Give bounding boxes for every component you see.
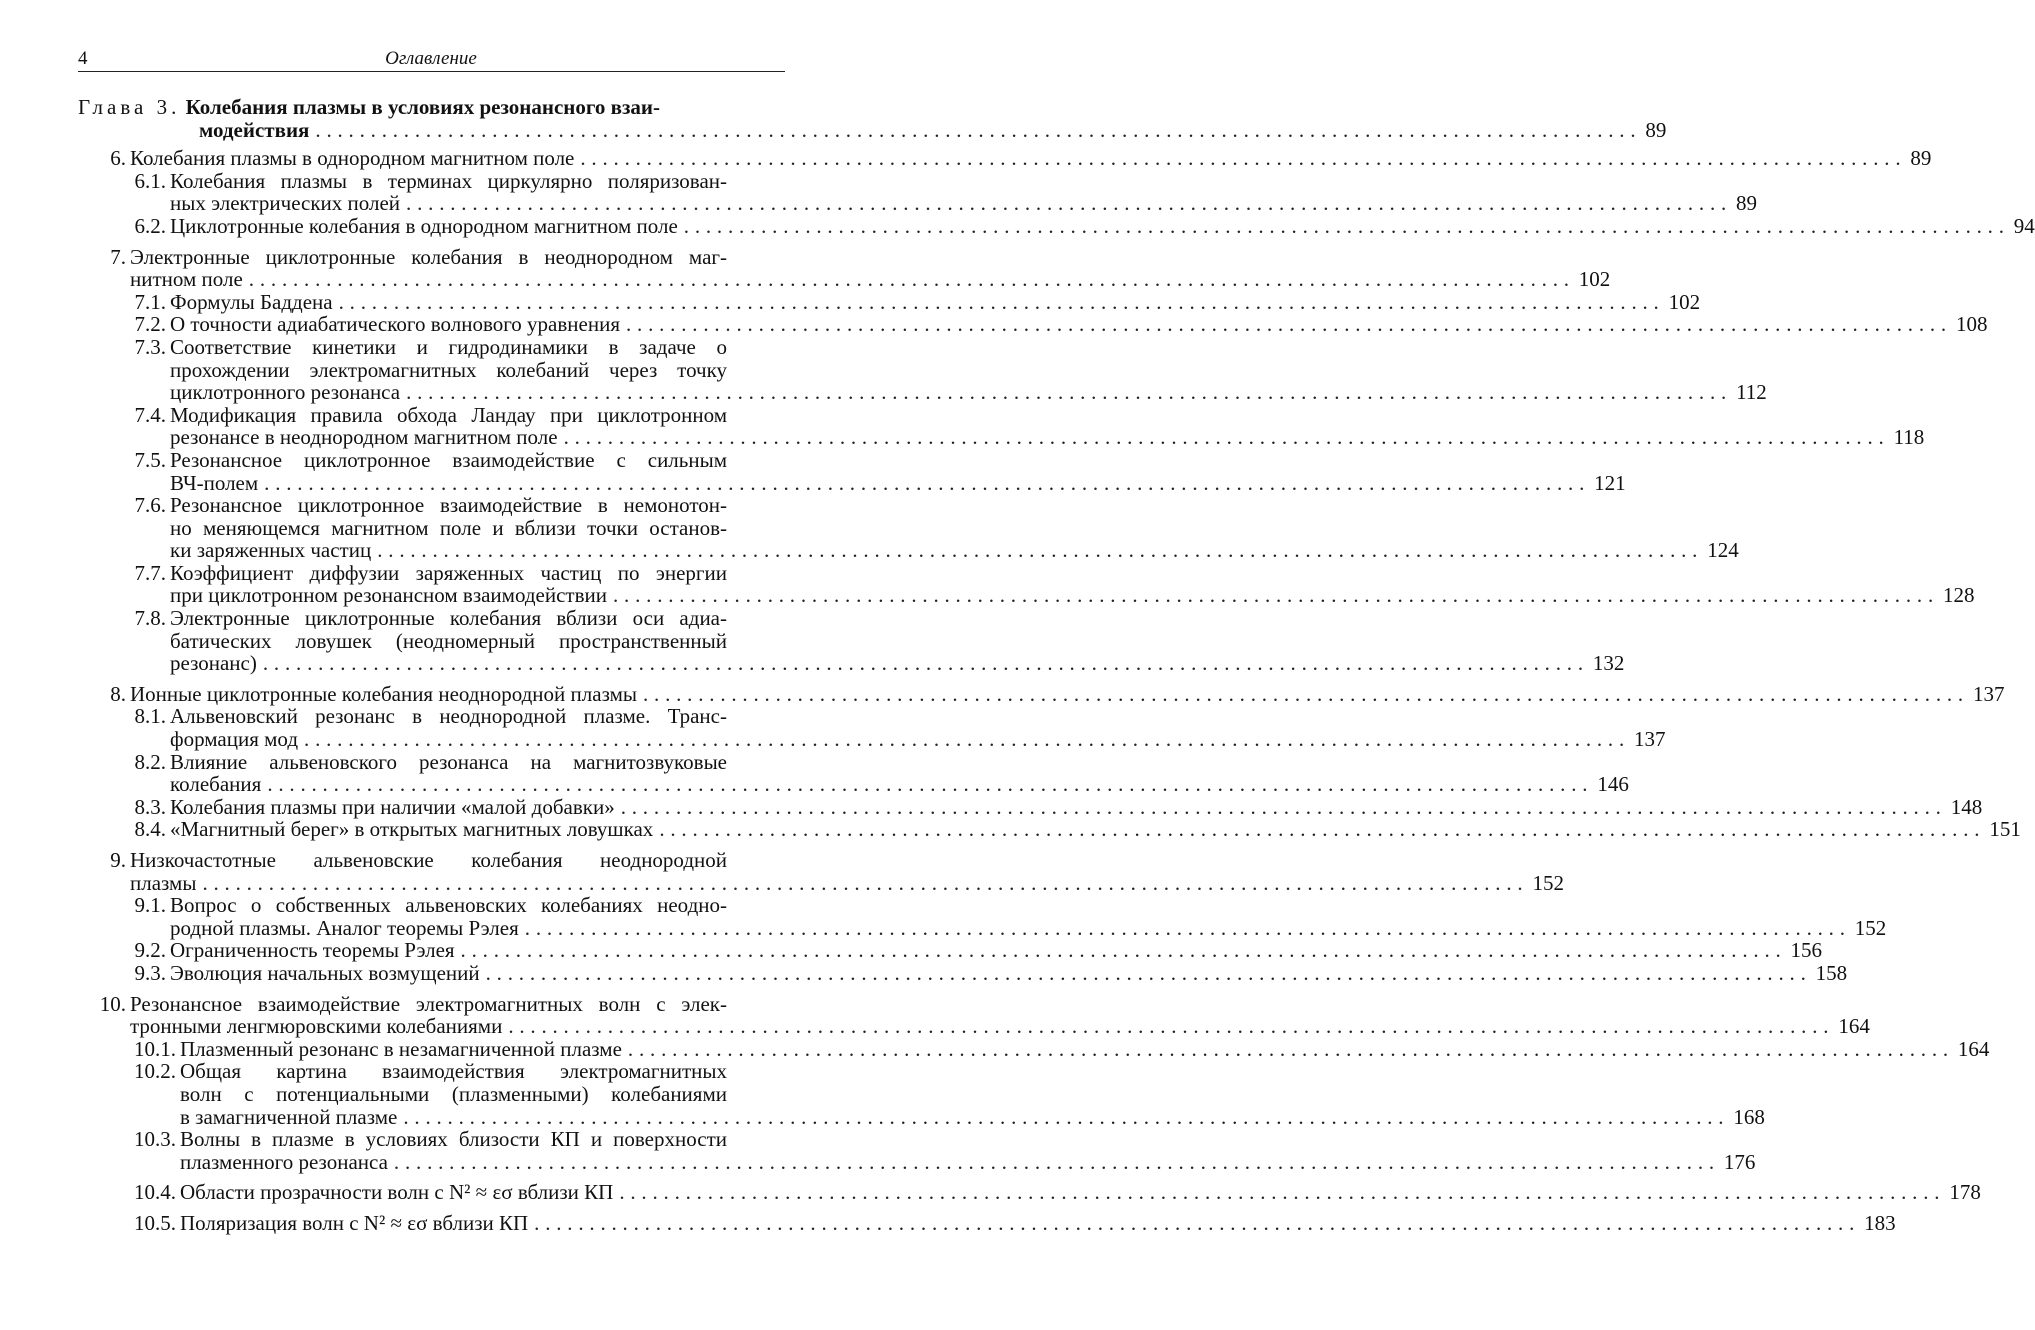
- entry-number: 7.2.: [134, 312, 166, 337]
- entry-text-line: Низкочастотные альвеновские колебания неоднородной: [130, 848, 727, 872]
- toc-entry: [78, 848, 1564, 895]
- entry-text-line: Общая картина взаимодействия электромагнитных: [180, 1059, 727, 1084]
- entry-last-line: [170, 213, 2035, 238]
- entry-number: 9.2.: [134, 938, 166, 963]
- leader-dots: ........................................................................................................................: [508, 1014, 1835, 1039]
- entry-text-line: Колебания плазмы в терминах циркулярно поляризован-: [170, 168, 727, 193]
- leader-dots: ........................................................................................................................: [338, 289, 1665, 314]
- entry-number: 7.4.: [134, 402, 166, 427]
- entry-page: 178: [1949, 1180, 1981, 1205]
- leader-dots: ........................................................................................................................: [315, 117, 1642, 142]
- entry-title: Плазменный резонанс в незамагниченной плазме: [180, 1036, 622, 1061]
- leader-dots: ........................................................................................................................: [264, 470, 1591, 495]
- chapter-title-line: Колебания плазмы в условиях резонансного взаи-: [185, 95, 661, 119]
- entry-number: 6.: [110, 146, 126, 171]
- entry-last-line: [170, 727, 1666, 752]
- entry-title: О точности адиабатического волнового уравнения: [170, 312, 620, 337]
- entry-title: Эволюция начальных возмущений: [170, 960, 480, 985]
- entry-title: «Магнитный берег» в открытых магнитных ловушках: [170, 817, 654, 842]
- entry-last-line: [130, 681, 2005, 706]
- toc-entry: [78, 312, 1988, 337]
- toc-entry: [78, 991, 1870, 1039]
- entry-page: 137: [1972, 681, 2005, 706]
- chapter-page: 89: [1645, 117, 1667, 142]
- toc-entry: [78, 893, 1887, 940]
- entry-title: Колебания плазмы в однородном магнитном поле: [130, 146, 575, 171]
- entry-title: Формулы Баддена: [170, 289, 333, 314]
- entry-text-line: Модификация правила обхода Ландау при циклотронном: [170, 402, 727, 427]
- entry-page: 156: [1790, 938, 1823, 963]
- leader-dots: ........................................................................................................................: [642, 681, 1969, 706]
- entry-number: 10.: [99, 991, 126, 1016]
- toc-entry: [78, 704, 1666, 752]
- entry-last-line: [130, 1014, 1870, 1039]
- entry-page: 121: [1594, 470, 1626, 495]
- entry-page: 102: [1668, 289, 1701, 314]
- entry-number: 9.: [110, 848, 126, 872]
- entry-text-line: Соответствие кинетики и гидродинамики в задаче о: [170, 334, 727, 359]
- entry-last-line: [130, 267, 1611, 292]
- toc-entry: [78, 606, 1625, 676]
- leader-dots: ........................................................................................................................: [485, 960, 1812, 985]
- leader-dots: ........................................................................................................................: [403, 1104, 1730, 1129]
- entry-text-line: Вопрос о собственных альвеновских колебаниях неодно-: [170, 893, 727, 918]
- entry-page: 89: [1910, 146, 1932, 171]
- leader-dots: ........................................................................................................................: [406, 380, 1733, 405]
- toc-entry: [78, 334, 1767, 405]
- entry-title: родной плазмы. Аналог теоремы Рэлея: [170, 915, 519, 940]
- entry-title: ных электрических полей: [170, 191, 401, 216]
- entry-title: плазменного резонанса: [180, 1149, 388, 1174]
- entry-title: Ионные циклотронные колебания неоднородной плазмы: [130, 681, 637, 706]
- table-of-contents: [78, 95, 2035, 1235]
- leader-dots: ........................................................................................................................: [580, 146, 1907, 171]
- toc-entry: [78, 146, 1932, 171]
- leader-dots: ........................................................................................................................: [267, 772, 1594, 797]
- entry-title: резонансе в неоднородном магнитном поле: [170, 425, 558, 450]
- entry-number: 6.2.: [134, 213, 166, 238]
- entry-last-line: [180, 1180, 1981, 1205]
- entry-page: 124: [1707, 538, 1739, 563]
- toc-entry: [78, 1210, 1896, 1235]
- entry-page: 158: [1815, 960, 1848, 985]
- entry-number: 8.1.: [134, 704, 166, 729]
- entry-last-line: [170, 312, 1988, 337]
- entry-number: 7.1.: [134, 289, 166, 314]
- entry-title: Ограниченность теоремы Рэлея: [170, 938, 455, 963]
- leader-dots: ........................................................................................................................: [625, 312, 1952, 337]
- toc-entry: [78, 817, 2021, 842]
- entry-number: 6.1.: [134, 168, 166, 193]
- leader-dots: ........................................................................................................................: [377, 538, 1704, 563]
- entry-last-line: [180, 1036, 1990, 1061]
- toc-entry: [78, 560, 1975, 608]
- entry-last-line: [170, 470, 1626, 495]
- entry-page: 94: [2013, 213, 2035, 238]
- toc-entry: [78, 244, 1611, 292]
- entry-text-line: Резонансное циклотронное взаимодействие в немонотон-: [170, 493, 727, 518]
- entry-last-line: [170, 794, 1983, 819]
- toc-entry: [78, 1059, 1765, 1129]
- entry-last-line: [170, 380, 1767, 405]
- entry-page: 152: [1532, 870, 1564, 895]
- toc-entry: [78, 447, 1626, 495]
- entry-page: 137: [1634, 727, 1666, 752]
- toc-entry: [78, 794, 1983, 819]
- entry-page: 176: [1723, 1149, 1756, 1174]
- entry-last-line: [170, 583, 1975, 608]
- entry-title: резонанс): [170, 651, 257, 676]
- entry-text-line: Коэффициент диффузии заряженных частиц по энергии: [170, 560, 727, 585]
- toc-chapter-3: [78, 95, 1667, 142]
- leader-dots: ........................................................................................................................: [659, 817, 1986, 842]
- entry-number: 7.7.: [134, 560, 166, 585]
- entry-last-line: [170, 289, 1701, 314]
- entry-last-line: [170, 938, 1823, 963]
- entry-last-line: [170, 817, 2021, 842]
- entry-title: колебания: [170, 772, 262, 797]
- entry-last-line: [180, 1149, 1756, 1174]
- entry-number: 10.5.: [134, 1210, 176, 1235]
- entry-title: ки заряженных частиц: [170, 538, 372, 563]
- entry-page: 151: [1989, 817, 2021, 842]
- entry-title: нитном поле: [130, 267, 243, 292]
- toc-entry: [78, 493, 1739, 563]
- entry-last-line: [170, 425, 1925, 450]
- header-rule: [78, 71, 785, 72]
- entry-last-line: [170, 538, 1739, 563]
- entry-page: 89: [1736, 191, 1758, 216]
- entry-title: Области прозрачности волн с N² ≈ εσ вблизи КП: [180, 1180, 614, 1205]
- entry-last-line: [130, 146, 1932, 171]
- chapter-last-line: [199, 117, 1667, 142]
- leader-dots: ........................................................................................................................: [262, 651, 1589, 676]
- entry-page: 128: [1943, 583, 1975, 608]
- entry-title: формация мод: [170, 727, 299, 752]
- entry-last-line: [180, 1104, 1765, 1129]
- entry-title: в замагниченной плазме: [180, 1104, 398, 1129]
- toc-entry: [78, 749, 1629, 797]
- entry-text-line: но меняющемся магнитном поле и вблизи точки останов-: [170, 515, 727, 540]
- entry-page: 108: [1955, 312, 1988, 337]
- entry-number: 10.3.: [134, 1127, 176, 1152]
- entry-number: 7.: [110, 244, 126, 269]
- entry-number: 10.2.: [134, 1059, 176, 1084]
- entry-number: 10.4.: [134, 1180, 176, 1205]
- toc-entry: [78, 1036, 1990, 1061]
- entry-text-line: Волны в плазме в условиях близости КП и поверхности: [180, 1127, 727, 1152]
- toc-entry: [78, 213, 2035, 238]
- toc-entries: [78, 146, 2035, 1235]
- running-title: Оглавление: [385, 48, 477, 69]
- leader-dots: ........................................................................................................................: [627, 1036, 1954, 1061]
- entry-page: 168: [1733, 1104, 1765, 1129]
- chapter-title-last: модействия: [199, 117, 310, 142]
- entry-page: 102: [1578, 267, 1611, 292]
- entry-page: 118: [1893, 425, 1925, 450]
- entry-last-line: [170, 191, 1758, 216]
- leader-dots: ........................................................................................................................: [534, 1210, 1861, 1235]
- entry-title: Поляризация волн с N² ≈ εσ вблизи КП: [180, 1210, 529, 1235]
- leader-dots: ........................................................................................................................: [620, 794, 1947, 819]
- entry-page: 164: [1838, 1014, 1870, 1039]
- chapter-label: Глава 3.: [78, 95, 181, 119]
- entry-last-line: [170, 960, 1848, 985]
- leader-dots: ........................................................................................................................: [393, 1149, 1720, 1174]
- entry-text-line: прохождении электромагнитных колебаний через точку: [170, 357, 727, 382]
- entry-text-line: Альвеновский резонанс в неоднородной плазме. Транс-: [170, 704, 727, 729]
- leader-dots: ........................................................................................................................: [406, 191, 1733, 216]
- entry-page: 183: [1864, 1210, 1896, 1235]
- leader-dots: ........................................................................................................................: [460, 938, 1787, 963]
- entry-page: 112: [1736, 380, 1767, 405]
- entry-text-line: Электронные циклотронные колебания вблизи оси адиа-: [170, 606, 727, 631]
- toc-entry: [78, 938, 1823, 963]
- leader-dots: ........................................................................................................................: [619, 1180, 1946, 1205]
- leader-dots: ........................................................................................................................: [613, 583, 1939, 608]
- entry-title: Колебания плазмы при наличии «малой добавки»: [170, 794, 615, 819]
- entry-page: 148: [1950, 794, 1983, 819]
- entry-number: 7.3.: [134, 334, 166, 359]
- entry-page: 146: [1597, 772, 1629, 797]
- entry-title: при циклотронном резонансном взаимодействии: [170, 583, 607, 608]
- chapter-line: [78, 96, 785, 119]
- entry-number: 7.8.: [134, 606, 166, 631]
- toc-entry: [78, 1180, 1981, 1205]
- entry-title: циклотронного резонанса: [170, 380, 401, 405]
- entry-text-line: Влияние альвеновского резонанса на магнитозвуковые: [170, 749, 727, 774]
- toc-entry: [78, 960, 1848, 985]
- entry-last-line: [130, 870, 1564, 895]
- entry-number: 8.: [110, 681, 126, 706]
- toc-entry: [78, 168, 1758, 216]
- entry-title: ВЧ-полем: [170, 470, 259, 495]
- entry-number: 7.5.: [134, 447, 166, 472]
- entry-number: 7.6.: [134, 493, 166, 518]
- entry-title: тронными ленгмюровскими колебаниями: [130, 1014, 503, 1039]
- entry-title: Циклотронные колебания в однородном магнитном поле: [170, 213, 678, 238]
- entry-number: 10.1.: [134, 1036, 176, 1061]
- leader-dots: ........................................................................................................................: [524, 915, 1851, 940]
- entry-text-line: Резонансное взаимодействие электромагнитных волн с элек-: [130, 991, 727, 1016]
- leader-dots: ........................................................................................................................: [248, 267, 1575, 292]
- leader-dots: ........................................................................................................................: [304, 727, 1631, 752]
- entry-text-line: Электронные циклотронные колебания в неоднородном маг-: [130, 244, 727, 269]
- leader-dots: ........................................................................................................................: [683, 213, 2010, 238]
- entry-number: 8.2.: [134, 749, 166, 774]
- entry-page: 152: [1854, 915, 1887, 940]
- toc-entry: [78, 1127, 1756, 1174]
- entry-number: 9.1.: [134, 893, 166, 918]
- entry-last-line: [180, 1210, 1896, 1235]
- entry-last-line: [170, 915, 1887, 940]
- entry-number: 8.4.: [134, 817, 166, 842]
- toc-entry: [78, 681, 2005, 706]
- entry-last-line: [170, 651, 1625, 676]
- entry-last-line: [170, 772, 1629, 797]
- entry-number: 8.3.: [134, 794, 166, 819]
- running-header: [78, 44, 784, 72]
- entry-title: плазмы: [130, 870, 197, 895]
- leader-dots: ........................................................................................................................: [202, 870, 1529, 895]
- leader-dots: ........................................................................................................................: [563, 425, 1890, 450]
- toc-entry: [78, 289, 1701, 314]
- entry-text-line: батических ловушек (неодномерный пространственный: [170, 628, 727, 653]
- page-number: 4: [78, 48, 88, 69]
- entry-number: 9.3.: [134, 960, 166, 985]
- entry-page: 132: [1592, 651, 1625, 676]
- toc-entry: [78, 402, 1925, 450]
- entry-text-line: волн с потенциальными (плазменными) колебаниями: [180, 1081, 727, 1106]
- entry-text-line: Резонансное циклотронное взаимодействие с сильным: [170, 447, 727, 472]
- entry-page: 164: [1957, 1036, 1990, 1061]
